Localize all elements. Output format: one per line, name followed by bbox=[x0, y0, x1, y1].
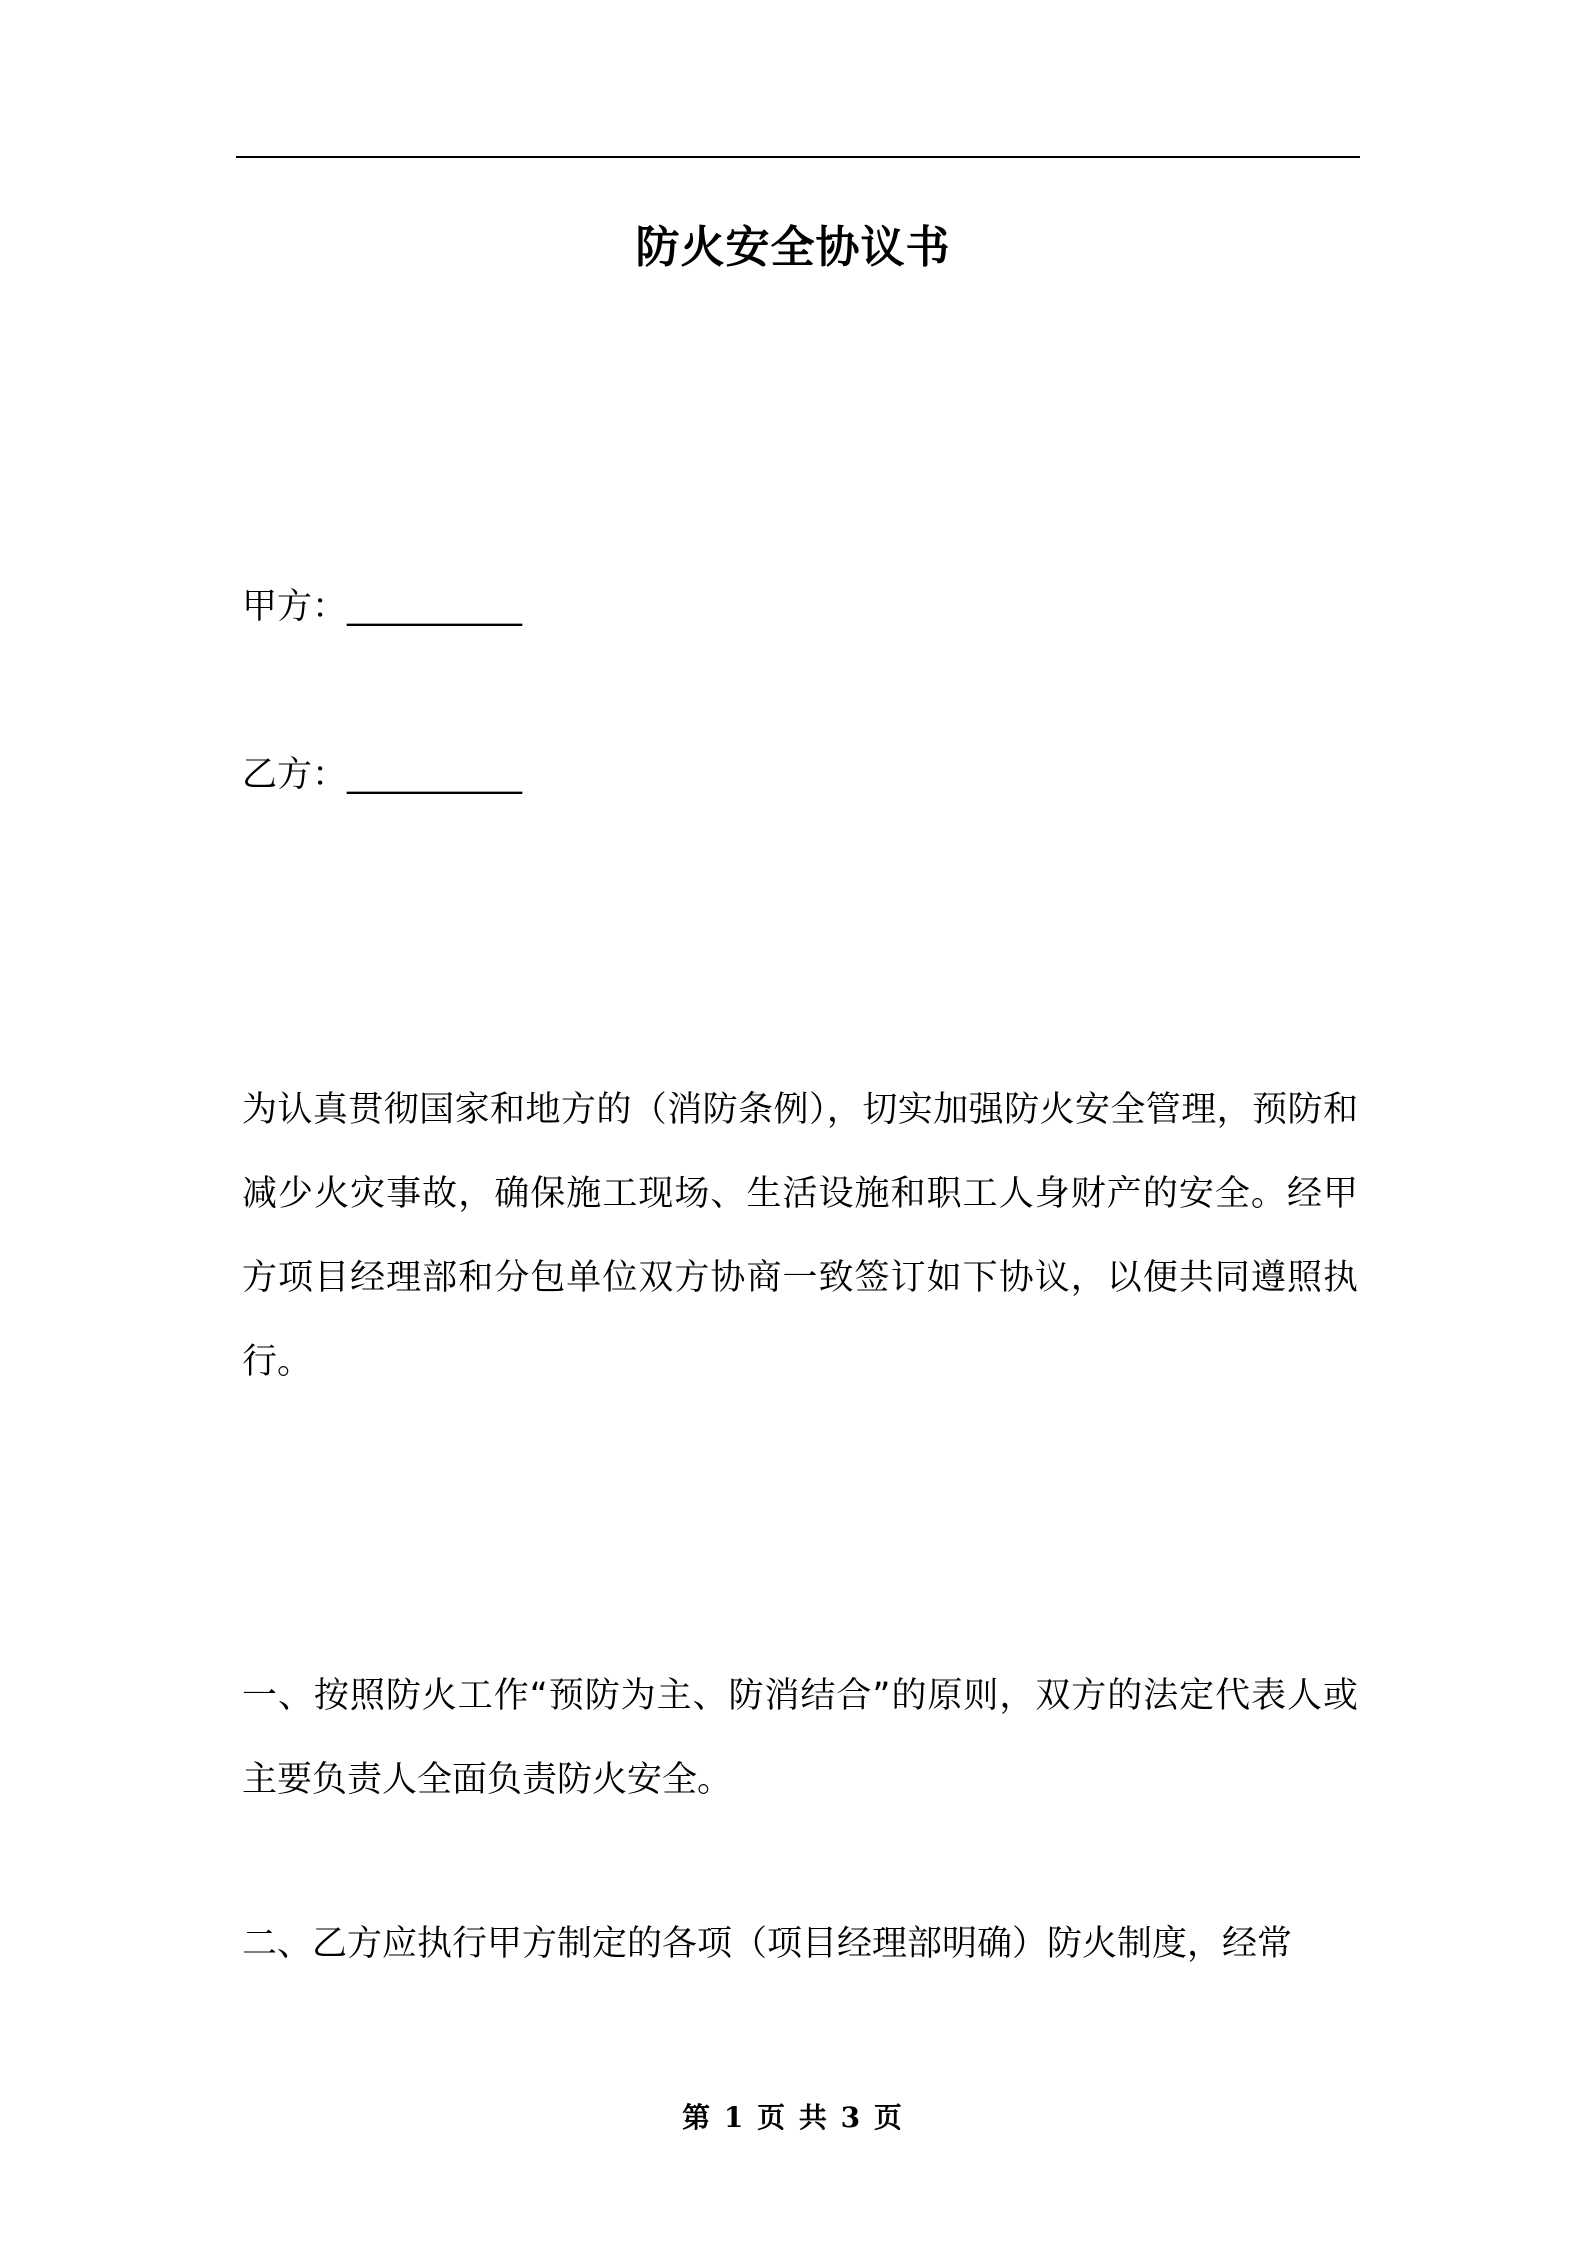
clause-1-paragraph: 一、按照防火工作“预防为主、防消结合”的原则，双方的法定代表人或主要负责人全面负责防火安全。 bbox=[242, 1676, 1358, 1800]
party-b-line bbox=[242, 750, 522, 800]
party-b-label: 乙方： bbox=[242, 755, 348, 795]
clause-2-paragraph: 二、乙方应执行甲方制定的各项（项目经理部明确）防火制度，经常 bbox=[242, 1924, 1293, 1964]
party-b-blank: __________ bbox=[347, 755, 523, 795]
party-a-label: 甲方： bbox=[242, 587, 348, 627]
party-a-line bbox=[242, 582, 522, 632]
header-rule bbox=[236, 156, 1360, 158]
page-footer: 第 1 页 共 3 页 bbox=[682, 2101, 904, 2134]
intro-paragraph: 为认真贯彻国家和地方的（消防条例），切实加强防火安全管理，预防和减少火灾事故，确保施工现场、生活设施和职工人身财产的安全。经甲方项目经理部和分包单位双方协商一致签订如下协议，以便共同遵照执行。 bbox=[242, 1090, 1358, 1382]
document-title: 防火安全协议书 bbox=[635, 222, 951, 273]
party-a-blank: __________ bbox=[347, 587, 523, 627]
